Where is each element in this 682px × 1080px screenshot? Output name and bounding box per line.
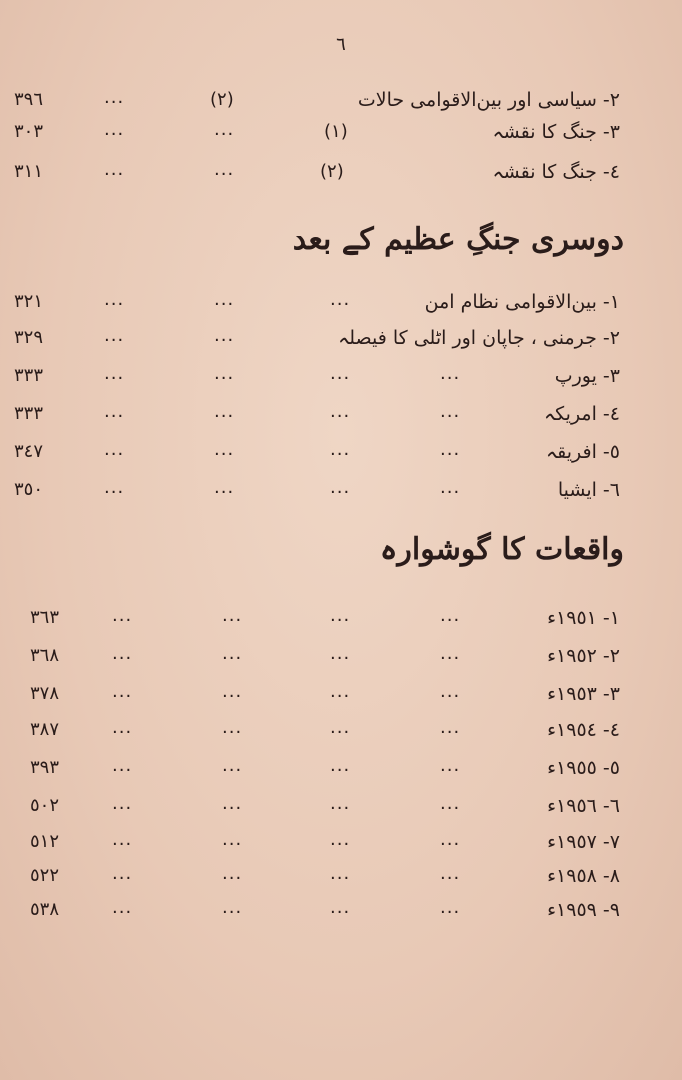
leader-dots: ... <box>112 755 133 776</box>
entry-title: ٦- ایشیا <box>557 479 620 501</box>
toc-entry <box>0 642 682 670</box>
leader-dots: ... <box>214 325 235 346</box>
entry-page: ٥١٢ <box>30 831 60 852</box>
entry-page: ٣١١ <box>14 161 44 182</box>
leader-dots: ... <box>440 605 461 626</box>
leader-dots: ... <box>222 829 243 850</box>
section-heading: دوسری جنگِ عظیم کے بعد <box>292 222 624 257</box>
entry-page: ٣٩٣ <box>30 757 60 778</box>
entry-page: ٣٣٣ <box>14 365 44 386</box>
toc-entry <box>0 828 682 856</box>
entry-page: ٥٠٢ <box>30 795 60 816</box>
leader-dots: ... <box>330 681 351 702</box>
leader-dots: ... <box>440 439 461 460</box>
leader-dots: ... <box>330 477 351 498</box>
entry-title: ٣- یورپ <box>554 365 620 387</box>
leader-dots: ... <box>440 897 461 918</box>
leader-dots: ... <box>330 863 351 884</box>
leader-dots: ... <box>214 401 235 422</box>
leader-dots: ... <box>112 605 133 626</box>
toc-entry <box>0 86 682 114</box>
leader-dots: ... <box>330 829 351 850</box>
entry-title: ١- بین‌الاقوامی نظام امن <box>424 291 620 313</box>
entry-title: ٤- امریکہ <box>544 403 620 425</box>
entry-title: ٤- ١٩٥٤ء <box>547 719 620 741</box>
entry-title: ٩- ١٩٥٩ء <box>547 899 620 921</box>
entry-part-mark: (٢) <box>210 89 234 110</box>
entry-page: ٣٠٣ <box>14 121 44 142</box>
leader-dots: ... <box>104 325 125 346</box>
entry-title: ٢- سیاسی اور بین‌الاقوامی حالات <box>357 89 620 111</box>
entry-page: ٣٢١ <box>14 291 44 312</box>
leader-dots: ... <box>330 793 351 814</box>
toc-entry <box>0 604 682 632</box>
leader-dots: ... <box>214 363 235 384</box>
toc-entry <box>0 158 682 186</box>
leader-dots: ... <box>104 87 125 108</box>
entry-title: ٦- ١٩٥٦ء <box>547 795 620 817</box>
entry-title: ٨- ١٩٥٨ء <box>547 865 620 887</box>
entry-title: ١- ١٩٥١ء <box>547 607 620 629</box>
entry-page: ٣٤٧ <box>14 441 44 462</box>
leader-dots: ... <box>222 793 243 814</box>
entry-page: ٣٦٨ <box>30 645 60 666</box>
leader-dots: ... <box>330 401 351 422</box>
leader-dots: ... <box>104 439 125 460</box>
toc-entry <box>0 792 682 820</box>
section-heading: واقعات کا گوشوارہ <box>379 532 624 567</box>
entry-title: ٣- جنگ کا نقشہ <box>492 121 620 143</box>
leader-dots: ... <box>222 755 243 776</box>
toc-entry <box>0 716 682 744</box>
entry-part-mark: (٢) <box>320 161 344 182</box>
toc-entry <box>0 896 682 924</box>
leader-dots: ... <box>112 643 133 664</box>
leader-dots: ... <box>104 477 125 498</box>
entry-page: ٥٢٢ <box>30 865 60 886</box>
leader-dots: ... <box>330 643 351 664</box>
leader-dots: ... <box>330 363 351 384</box>
toc-entry <box>0 438 682 466</box>
leader-dots: ... <box>112 717 133 738</box>
toc-entry <box>0 862 682 890</box>
leader-dots: ... <box>440 717 461 738</box>
leader-dots: ... <box>112 863 133 884</box>
leader-dots: ... <box>222 643 243 664</box>
leader-dots: ... <box>214 439 235 460</box>
leader-dots: ... <box>112 793 133 814</box>
leader-dots: ... <box>330 289 351 310</box>
leader-dots: ... <box>214 159 235 180</box>
entry-title: ٤- جنگ کا نقشہ <box>492 161 620 183</box>
leader-dots: ... <box>440 477 461 498</box>
leader-dots: ... <box>330 605 351 626</box>
leader-dots: ... <box>330 439 351 460</box>
leader-dots: ... <box>222 717 243 738</box>
entry-page: ٣٩٦ <box>14 89 44 110</box>
toc-entry <box>0 362 682 390</box>
entry-title: ٢- جرمنی ، جاپان اور اٹلی کا فیصلہ <box>338 327 620 349</box>
toc-entry <box>0 288 682 316</box>
entry-page: ٣٧٨ <box>30 683 60 704</box>
leader-dots: ... <box>222 897 243 918</box>
leader-dots: ... <box>440 755 461 776</box>
leader-dots: ... <box>440 401 461 422</box>
toc-entry <box>0 118 682 146</box>
leader-dots: ... <box>112 829 133 850</box>
entry-page: ٥٣٨ <box>30 899 60 920</box>
entry-page: ٣٥٠ <box>14 479 44 500</box>
leader-dots: ... <box>214 119 235 140</box>
toc-entry <box>0 324 682 352</box>
leader-dots: ... <box>440 681 461 702</box>
entry-page: ٣٢٩ <box>14 327 44 348</box>
entry-title: ٧- ١٩٥٧ء <box>547 831 620 853</box>
leader-dots: ... <box>104 363 125 384</box>
leader-dots: ... <box>330 755 351 776</box>
entry-title: ٥- افریقہ <box>546 441 620 463</box>
entry-title: ٣- ١٩٥٣ء <box>547 683 620 705</box>
entry-title: ٢- ١٩٥٢ء <box>547 645 620 667</box>
leader-dots: ... <box>330 717 351 738</box>
entry-page: ٣٦٣ <box>30 607 60 628</box>
toc-entry <box>0 400 682 428</box>
entry-title: ٥- ١٩٥٥ء <box>547 757 620 779</box>
leader-dots: ... <box>330 897 351 918</box>
leader-dots: ... <box>214 477 235 498</box>
toc-entry <box>0 754 682 782</box>
leader-dots: ... <box>112 681 133 702</box>
leader-dots: ... <box>440 863 461 884</box>
leader-dots: ... <box>104 119 125 140</box>
page-number: ٦ <box>336 34 346 55</box>
leader-dots: ... <box>104 401 125 422</box>
leader-dots: ... <box>222 681 243 702</box>
leader-dots: ... <box>440 829 461 850</box>
entry-page: ٣٨٧ <box>30 719 60 740</box>
leader-dots: ... <box>112 897 133 918</box>
leader-dots: ... <box>104 159 125 180</box>
leader-dots: ... <box>440 363 461 384</box>
leader-dots: ... <box>222 863 243 884</box>
leader-dots: ... <box>214 289 235 310</box>
toc-entry <box>0 680 682 708</box>
leader-dots: ... <box>440 793 461 814</box>
entry-page: ٣٣٣ <box>14 403 44 424</box>
entry-part-mark: (١) <box>324 121 348 142</box>
leader-dots: ... <box>222 605 243 626</box>
leader-dots: ... <box>104 289 125 310</box>
toc-entry <box>0 476 682 504</box>
leader-dots: ... <box>440 643 461 664</box>
